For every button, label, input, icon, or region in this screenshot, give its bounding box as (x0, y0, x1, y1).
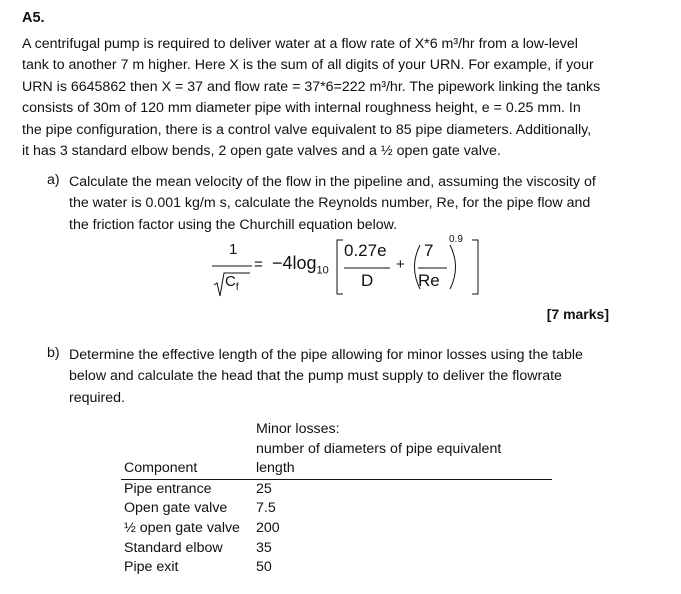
table-row-value: 35 (256, 540, 272, 556)
part-b-text (69, 345, 583, 409)
part-a-marks: [7 marks] (546, 306, 609, 322)
eq-term2-denominator: Re (418, 271, 440, 290)
table-row-component: Pipe exit (124, 559, 179, 575)
table-row-value: 50 (256, 559, 272, 575)
question-intro (22, 34, 600, 162)
table-row-component: ½ open gate valve (124, 520, 240, 536)
table-header-component: Component (124, 460, 198, 476)
table-header-divider (121, 479, 552, 480)
table-row-component: Standard elbow (124, 540, 223, 556)
part-a-line: the water is 0.001 kg/m s, calculate the Reynolds number, Re, for the pipe flow and (69, 195, 591, 212)
eq-equals: = (254, 256, 263, 273)
table-row-component: Pipe entrance (124, 481, 212, 497)
part-a-label: a) (47, 172, 60, 188)
part-b-label: b) (47, 345, 60, 361)
intro-line: consists of 30m of 120 mm diameter pipe with internal roughness height, e = 0.25 mm. In (22, 100, 581, 117)
table-header-value-line: Minor losses: (256, 421, 340, 437)
table-row-value: 25 (256, 481, 272, 497)
eq-term2-numerator: 7 (424, 241, 434, 260)
table-header-value-line: length (256, 460, 295, 476)
table-row-component: Open gate valve (124, 500, 228, 516)
eq-radicand: $C_f$ (225, 273, 239, 293)
eq-exponent: 0.9 (449, 234, 463, 245)
intro-line: A centrifugal pump is required to deliver water at a flow rate of X*6 m³/hr from a low-level (22, 36, 578, 52)
table-row-value: 200 (256, 520, 280, 536)
eq-plus: + (396, 256, 405, 273)
eq-log: $-4\log_{10}$ (272, 253, 329, 277)
part-b-line: below and calculate the head that the pump must supply to deliver the flowrate (69, 368, 562, 385)
intro-line: URN is 6645862 then X = 37 and flow rate = 37*6=222 m³/hr. The pipework linking the tanks (22, 78, 601, 95)
part-b-line: required. (69, 389, 125, 406)
intro-line: tank to another 7 m higher. Here X is the sum of all digits of your URN. For example, if your (22, 57, 594, 74)
intro-line: the pipe configuration, there is a control valve equivalent to 85 pipe diameters. Additionally, (22, 121, 592, 138)
part-a-line: Calculate the mean velocity of the flow in the pipeline and, assuming the viscosity of (69, 174, 596, 190)
part-b-line: Determine the effective length of the pipe allowing for minor losses using the table (69, 347, 583, 363)
eq-lhs-numerator: 1 (229, 241, 238, 258)
table-row-value: 7.5 (256, 500, 276, 516)
eq-term1-numerator: 0.27e (344, 241, 387, 260)
table-header-value-line: number of diameters of pipe equivalent (256, 441, 502, 457)
eq-term1-denominator: D (361, 271, 374, 290)
part-a-text (69, 172, 596, 236)
part-a-line: the friction factor using the Churchill equation below. (69, 216, 398, 233)
intro-line: it has 3 standard elbow bends, 2 open gate valves and a ½ open gate valve. (22, 143, 501, 160)
question-heading: A5. (22, 10, 45, 26)
